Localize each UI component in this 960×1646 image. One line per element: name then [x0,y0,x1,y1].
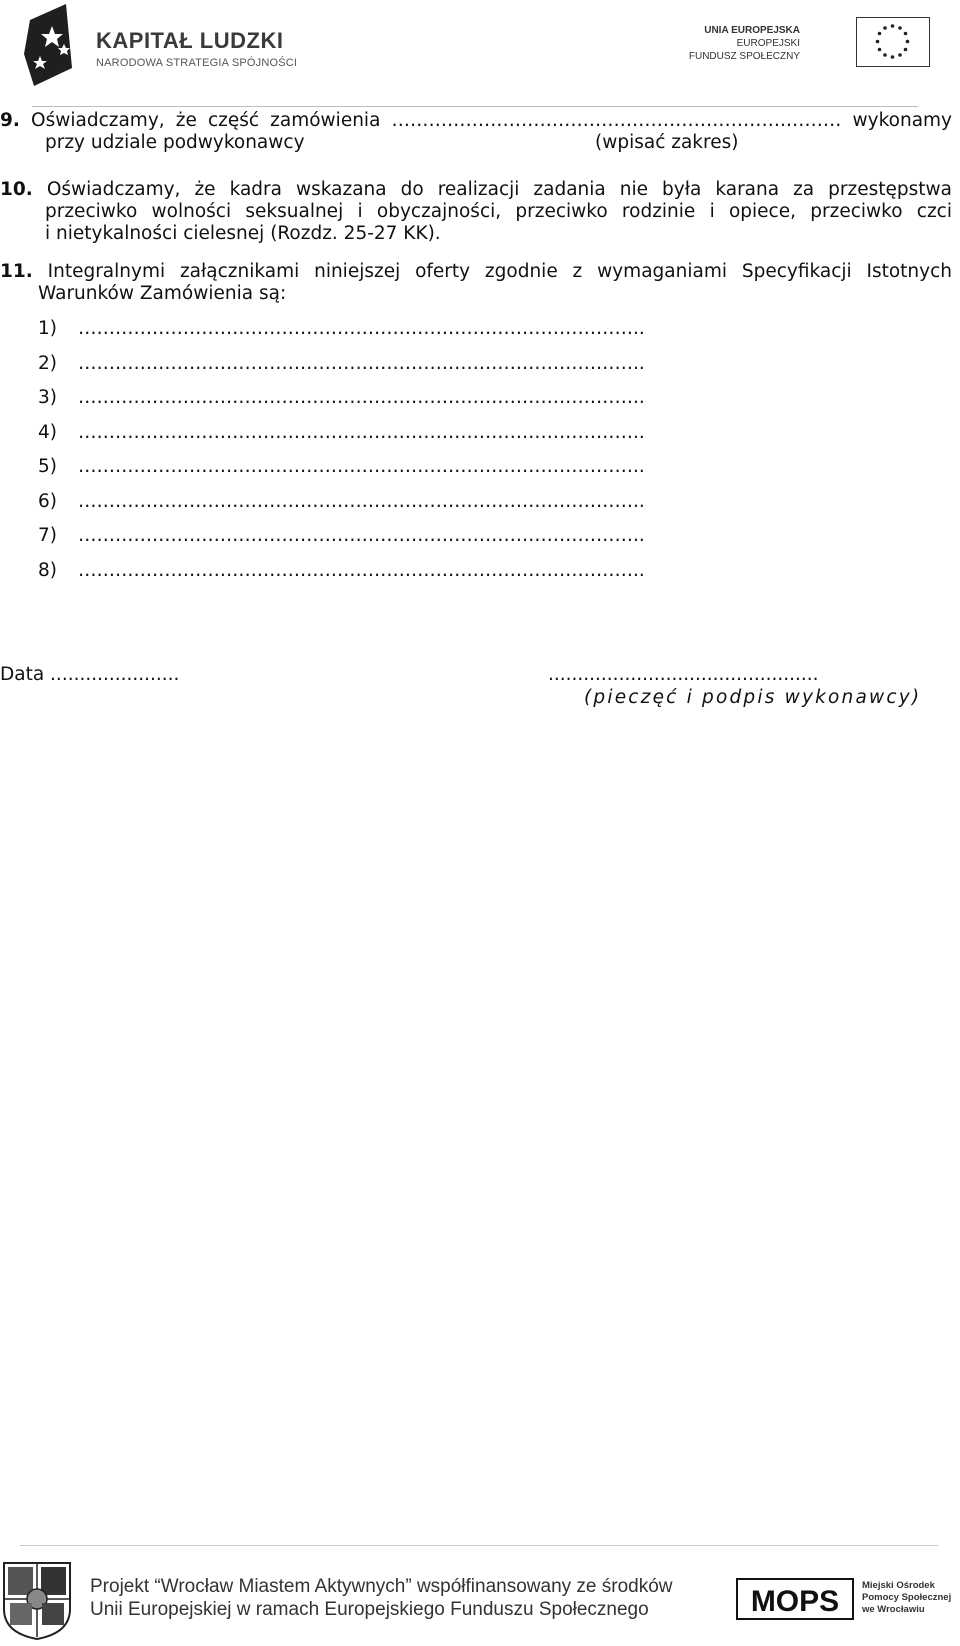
kapital-ludzki-title: KAPITAŁ LUDZKI [96,28,284,53]
section-9-scope-label: (wpisać zakres) [595,132,739,153]
kapital-ludzki-text [96,28,297,69]
fill-line: ……………………………………………………………………………….. [78,559,645,581]
section-9-line-1 [0,110,952,132]
list-item: 3) ……………………………………………………………………………….. [38,387,645,408]
section-9-number: 9. [0,110,20,131]
list-item: 8) ……………………………………………………………………………….. [38,559,645,581]
eu-line-3: FUNDUSZ SPOŁECZNY [688,51,800,62]
wroclaw-crest-icon [2,1561,72,1641]
eu-text [689,24,800,63]
eu-line-1: UNIA EUROPEJSKA [704,25,800,36]
mops-caption: Miejski Ośrodek Pomocy Społecznej we Wrocławiu [862,1580,952,1615]
fill-line: ……………………………………………………………………………….. [78,525,645,546]
list-item: 7) ……………………………………………………………………………….. [38,525,645,546]
list-item: 1) ……………………………………………………………………………….. [38,318,645,339]
list-item: 5) ……………………………………………………………………………….. [38,456,645,477]
section-11-line-2: Warunków Zamówienia są: [38,283,287,304]
fill-line: ……………………………………………………………………………….. [78,387,645,408]
signature-line: .............................................. [548,664,819,685]
fill-line: ……………………………………………………………………………….. [78,421,645,443]
section-10-line-1: 10. Oświadczamy, że kadra wskazana do realizacji zadania nie była karana za przestępstwa [0,179,952,200]
eu-line-2: EUROPEJSKI [736,38,800,49]
section-10 [0,179,952,245]
section-9-text: Oświadczamy, że część zamówienia ……………………………………………………….……… wykonamy [31,110,952,131]
signature-label: (pieczęć i podpis wykonawcy) [584,687,922,708]
date-field: Data ...................... [0,664,180,685]
fill-line: ……………………………………………………………………………….. [78,490,645,512]
footer-project-text [90,1575,673,1621]
footer-divider [20,1545,938,1546]
fill-line: ……………………………………………………………………………….. [78,456,645,477]
section-11 [0,261,952,305]
list-item: 6) ……………………………………………………………………………….. [38,490,645,512]
eu-flag-icon [856,17,930,67]
section-9-line-2 [45,132,745,154]
footer-line-1: Projekt “Wrocław Miastem Aktywnych” współfinansowany ze środków [90,1576,673,1597]
mops-logo [736,1578,854,1620]
attachments-list [38,318,645,594]
footer-line-2: Unii Europejskiej w ramach Europejskiego Funduszu Społecznego [90,1599,649,1620]
fill-line: ……………………………………………………………………………….. [78,352,645,374]
list-item: 2) ……………………………………………………………………………….. [38,352,645,374]
header-divider [32,106,918,107]
kapital-ludzki-emblem-icon [20,4,84,86]
kapital-ludzki-subtitle: NARODOWA STRATEGIA SPÓJNOŚCI [96,57,298,69]
section-11-line-1: 11. Integralnymi załącznikami niniejszej oferty zgodnie z wymaganiami Specyfikacji Istotnych [0,261,952,282]
fill-line: ……………………………………………………………………………….. [78,318,645,339]
section-11-number: 11. [0,261,33,282]
mops-logo-text: MOPS [750,1585,840,1618]
section-10-line-2: przeciwko wolności seksualnej i obyczajności, przeciwko rodzinie i opiece, przeciwko czci [45,201,952,222]
section-10-number: 10. [0,179,33,200]
section-9-subcontractor-label: przy udziale podwykonawcy [45,132,305,153]
list-item: 4) ……………………………………………………………………………….. [38,421,645,443]
section-10-line-3: i nietykalności cielesnej (Rozdz. 25-27 KK). [45,223,441,244]
